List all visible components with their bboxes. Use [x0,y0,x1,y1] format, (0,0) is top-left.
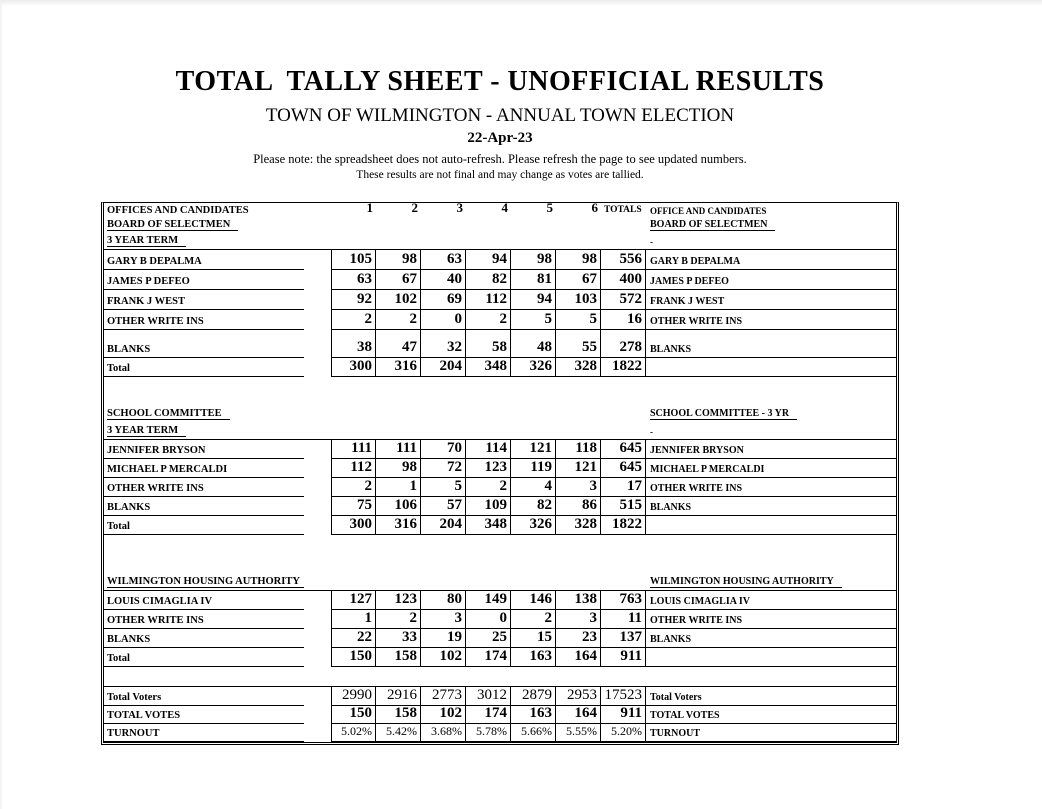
row-label-right-cell [646,358,896,377]
precinct-value-cell: 138 [556,591,601,610]
precinct-value-cell: 158 [376,706,421,724]
precinct-value-cell: 2879 [511,687,556,706]
row-label-right-cell: JAMES P DEFEO [646,270,896,290]
table-row [104,203,896,218]
total-value-cell: 515 [601,497,646,516]
precinct-value-cell: 119 [511,459,556,478]
row-label-cell: Total [104,516,304,535]
table-row [104,402,896,422]
table-row [104,629,896,648]
row-label-cell: BLANKS [104,330,304,358]
total-value-cell: 16 [601,310,646,330]
total-value-cell: 645 [601,459,646,478]
precinct-value-cell: 22 [331,629,376,648]
row-label-cell: OTHER WRITE INS [104,478,304,497]
total-value-cell: 11 [601,610,646,629]
row-label-right-cell: JENNIFER BRYSON [646,440,896,459]
tally-table [101,202,899,745]
row-label-right-cell: OTHER WRITE INS [646,310,896,330]
precinct-value-cell: 106 [376,497,421,516]
precinct-value-cell: 67 [556,270,601,290]
precinct-value-cell: 121 [556,459,601,478]
precinct-value-cell: 3 [556,478,601,497]
precinct-value-cell: 82 [511,497,556,516]
precinct-value-cell: 3 [421,610,466,629]
precinct-value-cell: 123 [466,459,511,478]
precinct-number-header: 6 [591,203,598,215]
table-row [104,250,896,270]
board-heading-right-cell [646,218,896,233]
precinct-value-cell: 204 [421,516,466,535]
row-label-right-cell [646,516,896,535]
table-row [104,591,896,610]
spacer-cell [304,648,331,667]
total-value-cell: 1822 [601,516,646,535]
total-value-cell: 763 [601,591,646,610]
precinct-value-cell: 164 [556,706,601,724]
spacer-cell [304,629,331,648]
precinct-number-header: 5 [546,203,553,215]
precinct-value-cell: 111 [376,440,421,459]
precinct-value-cell: 2773 [421,687,466,706]
term-heading-cell-text: 3 YEAR TERM [107,235,186,247]
precinct-value-cell: 38 [331,330,376,358]
precinct-value-cell: 2990 [331,687,376,706]
precinct-value-cell: 2916 [376,687,421,706]
precinct-value-cell: 204 [421,358,466,377]
term-heading-cell [104,422,304,439]
row-label-cell: LOUIS CIMAGLIA IV [104,591,304,610]
precinct-value-cell: 57 [421,497,466,516]
spacer-cell [304,358,331,377]
spacer-cell [304,571,331,590]
precinct-value-cell: 81 [511,270,556,290]
row-label-cell: JAMES P DEFEO [104,270,304,290]
total-value-cell: 278 [601,330,646,358]
dash-cell: - [650,237,653,247]
precinct-value-cell: 1 [376,478,421,497]
row-label-right-cell: MICHAEL P MERCALDI [646,459,896,478]
row-label-right-cell: OTHER WRITE INS [646,478,896,497]
table-row [104,516,896,535]
dash-cell: - [650,427,653,437]
precinct-value-cell: 114 [466,440,511,459]
total-value-cell: 911 [601,648,646,667]
row-label-right-cell: Total Voters [646,687,896,706]
board-heading-cell-text: BOARD OF SELECTMEN [107,219,238,231]
precinct-value-cell: 5.42% [376,724,421,742]
table-row [104,290,896,310]
page-date: 22-Apr-23 [467,130,533,146]
row-label-right-cell [646,648,896,667]
table-row [104,330,896,358]
table-row [104,478,896,497]
precinct-value-cell: 86 [556,497,601,516]
precinct-value-cell: 109 [466,497,511,516]
spacer-cell [304,270,331,290]
precinct-value-cell: 32 [421,330,466,358]
precinct-value-cell: 150 [331,648,376,667]
precinct-value-cell: 25 [466,629,511,648]
term-heading-cell-text: 3 YEAR TERM [107,425,186,437]
precinct-value-cell: 2953 [556,687,601,706]
total-value-cell: 645 [601,440,646,459]
section-heading-cell-text: SCHOOL COMMITTEE [107,408,230,420]
section-heading-cell [104,571,304,590]
precinct-value-cell: 63 [421,250,466,270]
spacer-cell [304,218,331,233]
precinct-value-cell: 5.55% [556,724,601,742]
precinct-value-cell: 328 [556,516,601,535]
row-label-right-cell: BLANKS [646,629,896,648]
spacer-cell [304,610,331,629]
table-row [104,648,896,667]
precinct-value-cell: 127 [331,591,376,610]
table-row [104,270,896,290]
spacer-cell [304,402,331,422]
precinct-value-cell: 3 [556,610,601,629]
page-title: TOTAL TALLY SHEET - UNOFFICIAL RESULTS [175,66,825,97]
table-row [104,497,896,516]
spacer-cell [304,422,331,439]
precinct-value-cell: 2 [511,610,556,629]
table-row [104,571,896,591]
total-value-cell: 911 [601,706,646,724]
precinct-value-cell: 163 [511,648,556,667]
table-row [104,706,896,724]
row-label-cell: OTHER WRITE INS [104,610,304,629]
precinct-value-cell: 102 [421,706,466,724]
table-row [104,358,896,377]
precinct-value-cell: 72 [421,459,466,478]
precinct-value-cell: 82 [466,270,511,290]
table-row [104,535,896,571]
precinct-value-cell: 3.68% [421,724,466,742]
total-value-cell: 556 [601,250,646,270]
precinct-value-cell: 2 [376,610,421,629]
precinct-number-header: 4 [501,203,508,215]
row-label-right-cell: TURNOUT [646,724,896,742]
precinct-value-cell: 316 [376,516,421,535]
total-value-cell: 17523 [601,687,646,706]
precinct-value-cell: 5.02% [331,724,376,742]
table-row [104,610,896,629]
precinct-value-cell: 328 [556,358,601,377]
spacer-cell [304,330,331,358]
spacer-cell [304,591,331,610]
spacer-cell [304,203,331,218]
table-row [104,459,896,478]
precinct-value-cell: 63 [331,270,376,290]
row-label-right-cell: BLANKS [646,497,896,516]
row-label-cell: BLANKS [104,629,304,648]
precinct-value-cell: 121 [511,440,556,459]
precinct-value-cell: 2 [466,478,511,497]
office-header-right-cell: OFFICE AND CANDIDATES [650,206,767,216]
table-row [104,667,896,687]
section-heading-right-cell [646,571,896,590]
precinct-value-cell: 158 [376,648,421,667]
precinct-value-cell: 118 [556,440,601,459]
precinct-value-cell: 1 [331,610,376,629]
precinct-value-cell: 2 [466,310,511,330]
spacer-cell [304,440,331,459]
precinct-value-cell: 150 [331,706,376,724]
precinct-value-cell: 105 [331,250,376,270]
precinct-value-cell: 47 [376,330,421,358]
precinct-value-cell: 316 [376,358,421,377]
precinct-value-cell: 0 [466,610,511,629]
precinct-value-cell: 164 [556,648,601,667]
row-label-right-cell: FRANK J WEST [646,290,896,310]
total-value-cell: 400 [601,270,646,290]
precinct-value-cell: 40 [421,270,466,290]
row-label-cell: GARY B DEPALMA [104,250,304,270]
row-label-cell: Total Voters [104,687,304,706]
precinct-value-cell: 70 [421,440,466,459]
precinct-value-cell: 0 [421,310,466,330]
row-label-right-cell: TOTAL VOTES [646,706,896,724]
precinct-value-cell: 2 [331,478,376,497]
spacer-cell [304,516,331,535]
row-label-right-cell: OTHER WRITE INS [646,610,896,629]
spacer-cell [304,478,331,497]
precinct-value-cell: 48 [511,330,556,358]
row-label-cell: MICHAEL P MERCALDI [104,459,304,478]
page-note-1: Please note: the spreadsheet does not auto-refresh. Please refresh the page to see updated numbers. [253,152,747,166]
precinct-value-cell: 94 [466,250,511,270]
row-label-cell: FRANK J WEST [104,290,304,310]
precinct-value-cell: 5 [511,310,556,330]
precinct-value-cell: 75 [331,497,376,516]
row-label-cell: JENNIFER BRYSON [104,440,304,459]
spacer-cell [304,706,331,724]
spacer-cell [304,233,331,249]
precinct-value-cell: 3012 [466,687,511,706]
table-row [104,310,896,330]
spacer-cell [304,310,331,330]
precinct-number-header: 1 [366,203,373,215]
section-heading-right-cell-text: WILMINGTON HOUSING AUTHORITY [650,576,842,588]
row-label-right-cell: LOUIS CIMAGLIA IV [646,591,896,610]
precinct-number-header: 2 [411,203,418,215]
total-value-cell: 137 [601,629,646,648]
spacer-cell [304,687,331,706]
section-heading-right-cell-text: SCHOOL COMMITTEE - 3 YR [650,408,797,420]
table-row [104,440,896,459]
spacer-cell [304,497,331,516]
offices-header-cell: OFFICES AND CANDIDATES [107,205,249,216]
row-label-cell: TURNOUT [104,724,304,742]
page-subtitle: TOWN OF WILMINGTON - ANNUAL TOWN ELECTION [265,105,735,126]
row-label-cell: OTHER WRITE INS [104,310,304,330]
precinct-value-cell: 174 [466,648,511,667]
table-row [104,233,896,250]
row-label-cell: BLANKS [104,497,304,516]
spacer-cell [304,724,331,742]
section-heading-right-cell [646,402,896,422]
precinct-value-cell: 102 [421,648,466,667]
board-heading-right-cell-text: BOARD OF SELECTMEN [650,219,775,231]
precinct-value-cell: 2 [331,310,376,330]
precinct-value-cell: 300 [331,358,376,377]
precinct-value-cell: 15 [511,629,556,648]
precinct-value-cell: 23 [556,629,601,648]
precinct-value-cell: 5.66% [511,724,556,742]
precinct-value-cell: 67 [376,270,421,290]
section-heading-cell-text: WILMINGTON HOUSING AUTHORITY [107,576,304,588]
precinct-value-cell: 163 [511,706,556,724]
precinct-value-cell: 103 [556,290,601,310]
precinct-value-cell: 80 [421,591,466,610]
total-value-cell: 5.20% [601,724,646,742]
precinct-value-cell: 146 [511,591,556,610]
precinct-value-cell: 33 [376,629,421,648]
precinct-value-cell: 5 [556,310,601,330]
term-heading-cell [104,233,304,249]
spacer-cell [304,290,331,310]
precinct-value-cell: 98 [511,250,556,270]
precinct-value-cell: 98 [376,250,421,270]
precinct-value-cell: 102 [376,290,421,310]
precinct-value-cell: 5 [421,478,466,497]
table-row [104,422,896,440]
table-row [104,218,896,233]
board-heading-cell [104,218,304,233]
precinct-value-cell: 55 [556,330,601,358]
precinct-value-cell: 174 [466,706,511,724]
precinct-value-cell: 149 [466,591,511,610]
total-value-cell: 1822 [601,358,646,377]
precinct-value-cell: 69 [421,290,466,310]
precinct-value-cell: 58 [466,330,511,358]
precinct-value-cell: 111 [331,440,376,459]
spacer-cell [304,459,331,478]
precinct-value-cell: 326 [511,358,556,377]
precinct-value-cell: 348 [466,358,511,377]
total-value-cell: 17 [601,478,646,497]
precinct-value-cell: 2 [376,310,421,330]
precinct-value-cell: 112 [331,459,376,478]
spacer-cell [304,250,331,270]
row-label-right-cell: BLANKS [646,330,896,358]
total-value-cell: 572 [601,290,646,310]
precinct-value-cell: 19 [421,629,466,648]
precinct-value-cell: 300 [331,516,376,535]
precinct-value-cell: 123 [376,591,421,610]
row-label-cell: TOTAL VOTES [104,706,304,724]
precinct-value-cell: 92 [331,290,376,310]
precinct-value-cell: 94 [511,290,556,310]
row-label-cell: Total [104,358,304,377]
precinct-value-cell: 4 [511,478,556,497]
precinct-value-cell: 98 [556,250,601,270]
table-row [104,687,896,706]
row-label-right-cell: GARY B DEPALMA [646,250,896,270]
precinct-number-header: 3 [456,203,463,215]
page-note-2: These results are not final and may change as votes are tallied. [356,169,644,181]
row-label-cell: Total [104,648,304,667]
precinct-value-cell: 112 [466,290,511,310]
table-row [104,724,896,742]
precinct-value-cell: 326 [511,516,556,535]
precinct-value-cell: 348 [466,516,511,535]
table-row [104,377,896,402]
precinct-value-cell: 5.78% [466,724,511,742]
precinct-value-cell: 98 [376,459,421,478]
section-heading-cell [104,402,304,422]
totals-header-cell: TOTALS [604,205,642,215]
